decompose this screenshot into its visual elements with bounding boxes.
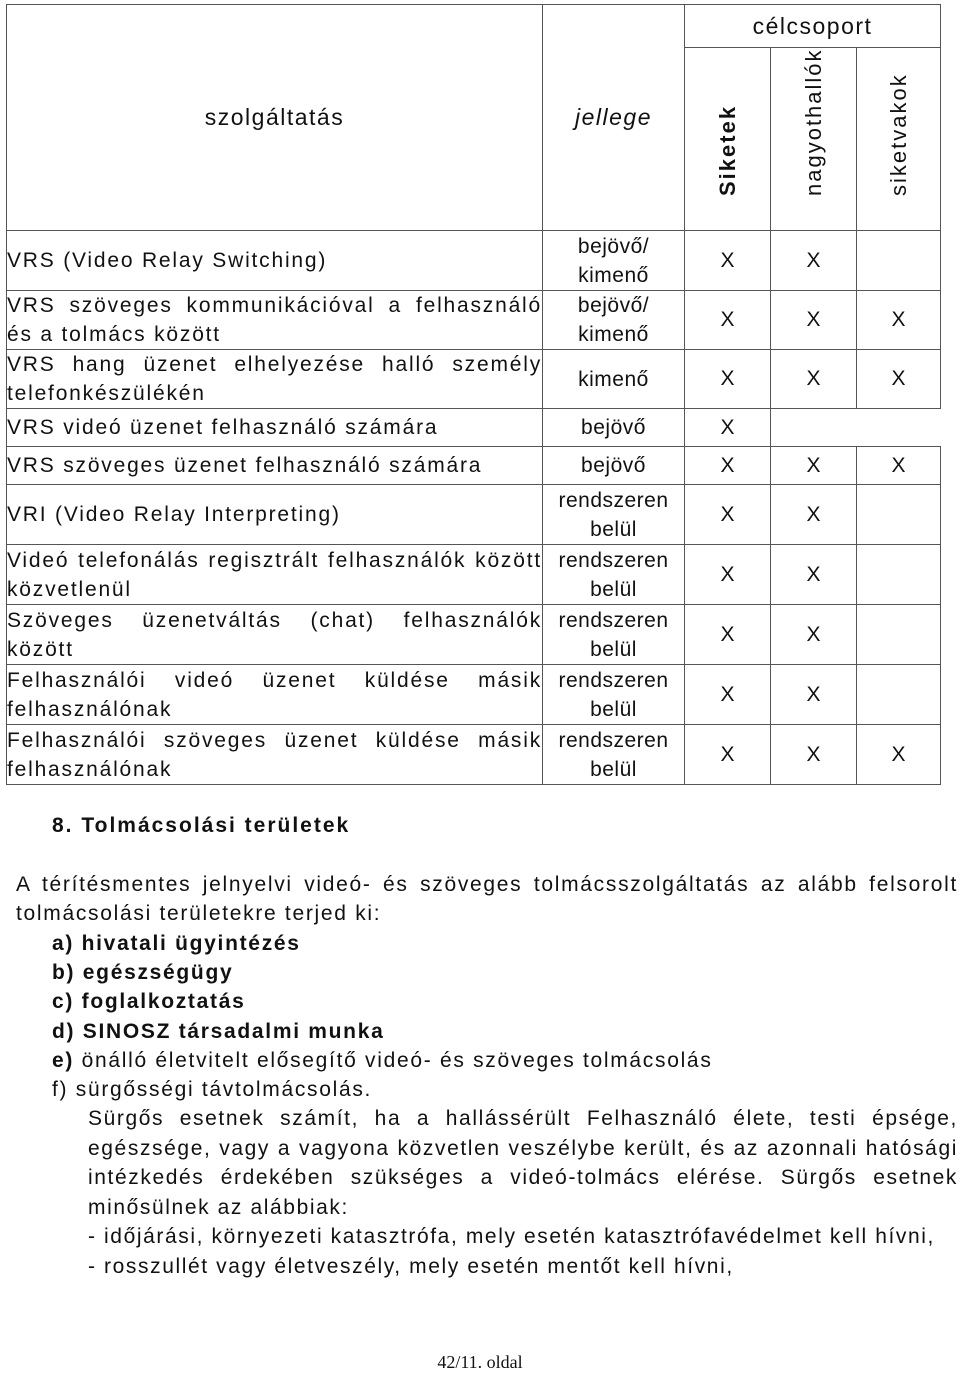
deafblind-mark — [857, 605, 941, 665]
header-group-hard-of-hearing — [771, 48, 857, 231]
type-cell: rendszeren belül — [543, 665, 685, 725]
list-text: SINOSZ társadalmi munka — [82, 1019, 385, 1043]
list-text: foglalkoztatás — [81, 990, 246, 1014]
service-cell — [7, 350, 543, 409]
hard-of-hearing-mark: X — [771, 485, 857, 545]
list-text: egészségügy — [82, 961, 234, 985]
service-cell — [7, 291, 543, 350]
urgent-block — [88, 1104, 958, 1281]
hard-of-hearing-mark: X — [771, 605, 857, 665]
services-table — [6, 4, 941, 785]
header-group-deaf — [685, 48, 771, 231]
service-cell — [7, 545, 543, 605]
type-cell: rendszeren belül — [543, 485, 685, 545]
deaf-mark: X — [685, 409, 771, 447]
service-text: VRS hang üzenet elhelyezése halló személy telefonkészülékén — [7, 353, 542, 405]
deafblind-mark: X — [857, 291, 941, 350]
service-cell — [7, 485, 543, 545]
deafblind-mark — [857, 485, 941, 545]
hard-of-hearing-mark: X — [771, 447, 857, 485]
table-row — [7, 725, 941, 785]
deafblind-mark: X — [857, 350, 941, 409]
service-text: Videó telefonálás regisztrált felhasználók között közvetlenül — [7, 548, 542, 601]
header-target-group: célcsoport — [685, 5, 941, 48]
list-item — [52, 987, 713, 1016]
list-item — [52, 1017, 713, 1046]
deafblind-mark — [857, 545, 941, 605]
hard-of-hearing-mark: X — [771, 545, 857, 605]
list-item — [52, 929, 713, 958]
hard-of-hearing-mark: X — [771, 725, 857, 785]
service-cell — [7, 665, 543, 725]
page-number: 42/11. oldal — [437, 1352, 523, 1372]
list-marker: b) — [52, 961, 76, 985]
type-cell: kimenő — [543, 350, 685, 409]
list-text: sürgősségi távtolmácsolás. — [75, 1078, 373, 1102]
header-service: szolgáltatás — [7, 5, 543, 231]
header-group-deafblind-label: siketvakok — [885, 73, 911, 196]
deaf-mark: X — [685, 231, 771, 291]
service-text: VRI (Video Relay Interpreting) — [7, 503, 341, 526]
hard-of-hearing-mark: X — [771, 231, 857, 291]
service-cell — [7, 447, 543, 485]
header-type: jellege — [543, 5, 685, 231]
service-text: VRS (Video Relay Switching) — [7, 249, 328, 272]
deafblind-mark: X — [857, 725, 941, 785]
deafblind-mark — [857, 665, 941, 725]
type-cell: bejövő/ kimenő — [543, 291, 685, 350]
area-list — [52, 929, 713, 1104]
list-marker: f) — [52, 1078, 69, 1102]
table-row — [7, 409, 941, 447]
deaf-mark: X — [685, 485, 771, 545]
type-cell: bejövő — [543, 409, 685, 447]
hard-of-hearing-mark: X — [771, 665, 857, 725]
service-cell — [7, 605, 543, 665]
list-marker: a) — [52, 932, 75, 955]
table-body — [7, 231, 941, 785]
table-row — [7, 665, 941, 725]
type-cell: rendszeren belül — [543, 725, 685, 785]
urgent-bullet: - időjárási, környezeti katasztrófa, mely esetén katasztrófavédelmet kell hívni, — [88, 1225, 935, 1248]
table-row — [7, 231, 941, 291]
deaf-mark: X — [685, 545, 771, 605]
section-title: 8. Tolmácsolási területek — [52, 814, 351, 837]
service-text: VRS szöveges kommunikációval a felhasználó és a tolmács között — [7, 294, 542, 346]
deaf-mark: X — [685, 350, 771, 409]
list-item — [52, 1046, 713, 1075]
header-group-deaf-label: Siketek — [714, 104, 740, 196]
deaf-mark: X — [685, 725, 771, 785]
service-text: Felhasználói videó üzenet küldése másik felhasználónak — [7, 668, 542, 721]
table-row — [7, 291, 941, 350]
service-text: Szöveges üzenetváltás (chat) felhasználók között — [7, 608, 542, 661]
table-row — [7, 350, 941, 409]
table-row — [7, 545, 941, 605]
service-text: Felhasználói szöveges üzenet küldése másik felhasználónak — [7, 728, 542, 781]
list-marker: c) — [52, 990, 75, 1014]
hard-of-hearing-mark: X — [771, 350, 857, 409]
deafblind-mark: X — [857, 447, 941, 485]
hard-of-hearing-mark — [771, 409, 857, 447]
type-cell: bejövő — [543, 447, 685, 485]
service-text: VRS videó üzenet felhasználó számára — [7, 416, 439, 439]
list-text: hivatali ügyintézés — [81, 932, 301, 955]
type-cell: rendszeren belül — [543, 545, 685, 605]
service-text: VRS szöveges üzenet felhasználó számára — [7, 454, 483, 477]
deaf-mark: X — [685, 665, 771, 725]
deaf-mark: X — [685, 291, 771, 350]
type-cell: rendszeren belül — [543, 605, 685, 665]
service-cell — [7, 409, 543, 447]
table-row — [7, 605, 941, 665]
header-group-deafblind — [857, 48, 941, 231]
table-row — [7, 447, 941, 485]
list-marker: d) — [52, 1019, 76, 1043]
type-cell: bejövő/ kimenő — [543, 231, 685, 291]
deafblind-mark — [857, 409, 941, 447]
section-intro: A térítésmentes jelnyelvi videó- és szöveges tolmácsszolgáltatás az alább felsorolt tolmácsolási területekre terjed ki: — [16, 873, 958, 925]
service-cell — [7, 231, 543, 291]
list-item — [52, 1075, 713, 1104]
deaf-mark: X — [685, 605, 771, 665]
deaf-mark: X — [685, 447, 771, 485]
urgent-bullet: - rosszullét vagy életveszély, mely esetén mentőt kell hívni, — [88, 1254, 734, 1278]
deafblind-mark — [857, 231, 941, 291]
list-marker: e) — [52, 1048, 75, 1072]
table-row — [7, 485, 941, 545]
service-cell — [7, 725, 543, 785]
urgent-text: Sürgős esetnek számít, ha a hallássérült Felhasználó élete, testi épsége, egészsége, vagy a vagyona közvetlen veszélybe került, és az azonnali hatósági intézkedés érdekében szükséges a videó-tolmács elérése. Sürgős esetnek minősülnek az alábbiak: — [88, 1107, 958, 1219]
hard-of-hearing-mark: X — [771, 291, 857, 350]
list-item — [52, 958, 713, 987]
header-group-hard-of-hearing-label: nagyothallók — [800, 48, 826, 196]
list-text: önálló életvitelt elősegítő videó- és szöveges tolmácsolás — [81, 1048, 713, 1072]
